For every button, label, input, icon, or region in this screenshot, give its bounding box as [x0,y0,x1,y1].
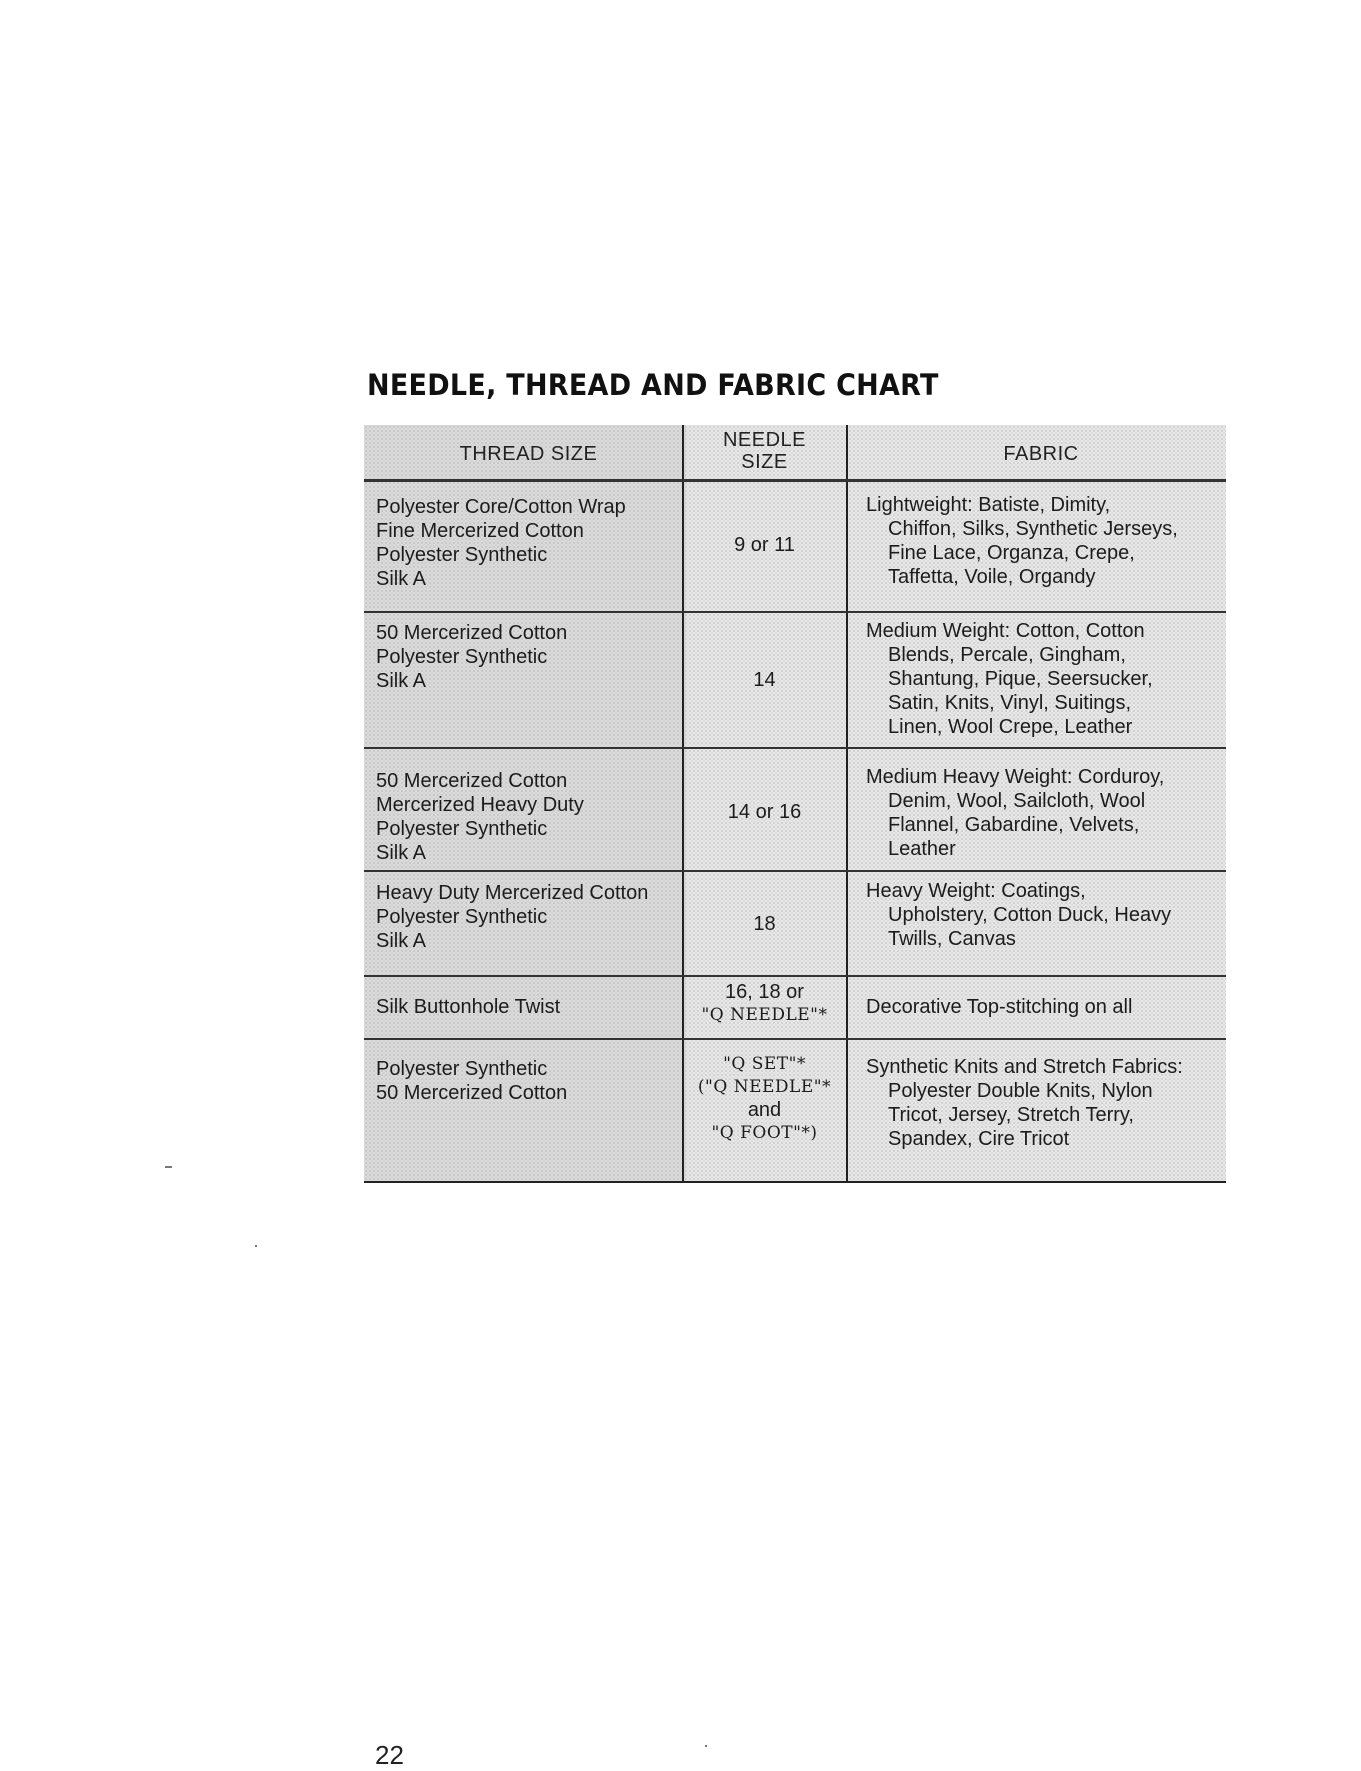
row-2-thread [376,621,681,693]
header-needle-size [687,429,842,473]
thread-line: Silk A [376,842,427,864]
row-divider [364,1038,1226,1040]
header-divider [364,479,1226,482]
fabric-line: Denim, Wool, Sailcloth, Wool [888,790,1146,812]
fabric-line: Heavy Weight: Coatings, [866,880,1086,902]
header-needle-line1: NEEDLE [722,429,807,451]
column-divider [846,425,848,1181]
needle-thread-fabric-table [364,425,1226,1183]
fabric-line: Linen, Wool Crepe, Leather [888,716,1133,738]
needle-line: "Q FOOT"*) [711,1123,818,1143]
row-2-needle: 14 [753,669,776,691]
fabric-line: Shantung, Pique, Seersucker, [888,668,1153,690]
fabric-line: Twills, Canvas [888,928,1016,950]
row-5-needle [687,981,842,1027]
row-divider [364,611,1226,613]
row-3-needle: 14 or 16 [727,801,802,823]
row-6-fabric [866,1055,1216,1151]
row-1-fabric [866,493,1216,589]
needle-line: "Q SET"* [723,1054,806,1074]
thread-line: 50 Mercerized Cotton [376,1082,568,1104]
fabric-line: Upholstery, Cotton Duck, Heavy [888,904,1172,926]
fabric-line: Polyester Double Knits, Nylon [888,1080,1153,1102]
row-divider [364,975,1226,977]
row-5-thread [376,995,681,1019]
thread-line: Silk A [376,568,427,590]
thread-line: Mercerized Heavy Duty [376,794,584,816]
column-divider [682,425,684,1181]
row-3-fabric [866,765,1216,861]
scan-speck [165,1166,172,1168]
fabric-line: Decorative Top-stitching on all [866,996,1133,1018]
thread-line: 50 Mercerized Cotton [376,770,568,792]
row-5-fabric [866,995,1216,1019]
row-divider [364,747,1226,749]
row-3-thread [376,769,681,865]
header-needle-line2: SIZE [741,451,788,473]
needle-line: ("Q NEEDLE"* [697,1077,832,1097]
page-number: 22 [375,1740,404,1770]
header-thread-size: THREAD SIZE [459,443,598,465]
needle-line: "Q NEEDLE"* [701,1005,828,1025]
fabric-line: Flannel, Gabardine, Velvets, [888,814,1140,836]
thread-line: Silk A [376,670,427,692]
thread-line: Polyester Synthetic [376,906,548,928]
fabric-line: Satin, Knits, Vinyl, Suitings, [888,692,1132,714]
row-4-needle: 18 [753,913,776,935]
fabric-line: Medium Weight: Cotton, Cotton [866,620,1145,642]
fabric-line: Medium Heavy Weight: Corduroy, [866,766,1165,788]
needle-line: and [747,1099,782,1121]
scan-speck [255,1245,257,1247]
row-1-thread [376,495,681,591]
row-4-fabric [866,879,1216,951]
thread-line: Fine Mercerized Cotton [376,520,584,542]
thread-line: Polyester Synthetic [376,646,548,668]
thread-line: Silk Buttonhole Twist [376,996,561,1018]
fabric-line: Synthetic Knits and Stretch Fabrics: [866,1056,1183,1078]
row-6-needle [687,1053,842,1145]
thread-line: Polyester Synthetic [376,1058,548,1080]
fabric-line: Taffetta, Voile, Organdy [888,566,1096,588]
row-4-thread [376,881,681,953]
row-6-thread [376,1057,681,1105]
row-1-needle: 9 or 11 [734,534,795,556]
thread-line: Polyester Core/Cotton Wrap [376,496,626,518]
row-divider [364,870,1226,872]
fabric-line: Blends, Percale, Gingham, [888,644,1126,666]
needle-line: 16, 18 or [725,981,804,1003]
fabric-line: Tricot, Jersey, Stretch Terry, [888,1104,1134,1126]
thread-line: Heavy Duty Mercerized Cotton [376,882,649,904]
thread-line: Silk A [376,930,427,952]
thread-line: Polyester Synthetic [376,544,548,566]
scan-speck [705,1745,707,1747]
thread-line: Polyester Synthetic [376,818,548,840]
thread-line: 50 Mercerized Cotton [376,622,568,644]
fabric-line: Spandex, Cire Tricot [888,1128,1070,1150]
fabric-line: Lightweight: Batiste, Dimity, [866,494,1111,516]
fabric-line: Leather [888,838,956,860]
page-title: NEEDLE, THREAD AND FABRIC CHART [367,368,939,402]
row-2-fabric [866,619,1216,739]
fabric-line: Fine Lace, Organza, Crepe, [888,542,1135,564]
fabric-line: Chiffon, Silks, Synthetic Jerseys, [888,518,1178,540]
header-fabric: FABRIC [1003,443,1079,465]
